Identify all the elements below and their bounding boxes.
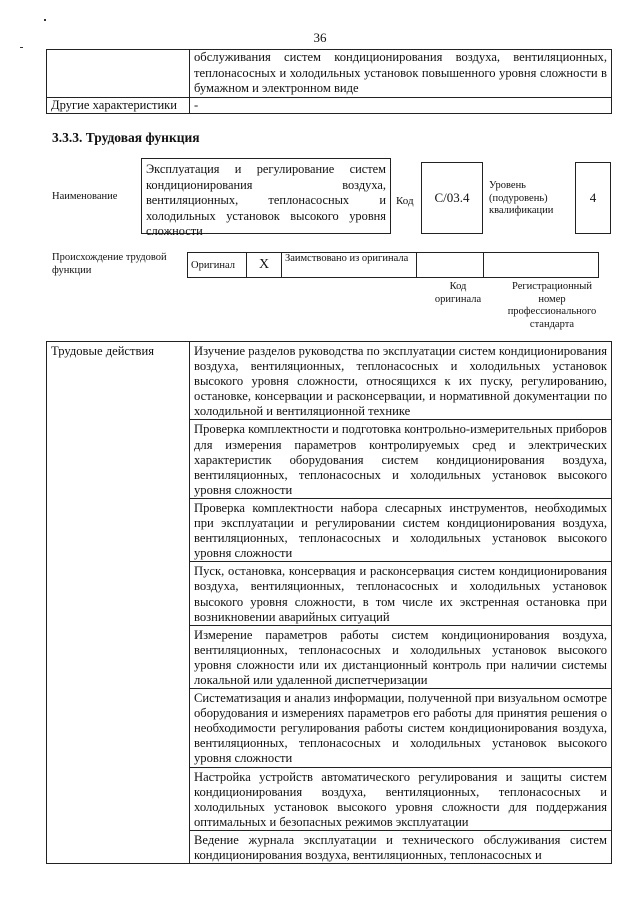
labor-action-item: Систематизация и анализ информации, полученной при визуальном осмотре оборудования и измерениях параметров его работы для принятия решения о необходимости регулирования работы систем кондиционирования воздуха, вентиляционных, теплонасосных и холодильных установок высокого уровня сложности bbox=[190, 689, 612, 767]
registration-number-cell bbox=[484, 253, 599, 278]
table-row bbox=[188, 253, 599, 278]
table-row bbox=[47, 50, 612, 98]
labor-action-item: Измерение параметров работы систем кондиционирования воздуха, вентиляционных, теплонасосных и холодильных установок высокого уровня сложности или их дистанционный контроль при наличии системы локальной или удаленной диспетчеризации bbox=[190, 625, 612, 688]
labor-action-item: Настройка устройств автоматического регулирования и защиты систем кондиционирования воздуха, вентиляционных, теплонасосных и холодильных установок высокого уровня сложности для поддержания оптимальных и безопасных режимов эксплуатации bbox=[190, 767, 612, 830]
scan-speck bbox=[44, 19, 46, 21]
function-name: Эксплуатация и регулирование систем кондиционирования воздуха, вентиляционных, теплонасосных и холодильных установок высокого уровня сложности bbox=[141, 158, 391, 234]
original-code-caption: Код оригинала bbox=[434, 281, 482, 305]
qualification-level: 4 bbox=[575, 162, 611, 234]
table-row bbox=[47, 97, 612, 114]
registration-number-caption: Регистрационный номер профессионального стандарта bbox=[507, 281, 597, 330]
origin-table bbox=[187, 252, 599, 278]
labor-action-item: Ведение журнала эксплуатации и технического обслуживания систем кондиционирования воздуха, вентиляционных, теплонасосных и bbox=[190, 830, 612, 863]
other-characteristics-label: Другие характеристики bbox=[47, 97, 190, 114]
continuation-text: обслуживания систем кондиционирования воздуха, вентиляционных, теплонасосных и холодильных установок повышенного уровня сложности в бумажном и электронном виде bbox=[190, 50, 612, 98]
section-title: 3.3.3. Трудовая функция bbox=[52, 130, 200, 145]
original-mark: X bbox=[247, 253, 282, 278]
labor-action-item: Изучение разделов руководства по эксплуатации систем кондиционирования воздуха, вентиляционных, теплонасосных и холодильных установок высокого уровня сложности, относящихся к их пуску, регулированию, остановке, консервации и расконсервации, и нормативной документации по холодильной и вентиляционной технике bbox=[190, 342, 612, 420]
continuation-table bbox=[46, 49, 612, 114]
labor-actions-table bbox=[46, 341, 612, 864]
other-characteristics-value: - bbox=[190, 97, 612, 114]
code-label: Код bbox=[396, 195, 414, 207]
borrowed-label: Заимствовано из оригинала bbox=[282, 253, 417, 278]
name-label: Наименование bbox=[52, 191, 118, 202]
original-code-cell bbox=[417, 253, 484, 278]
labor-actions-label: Трудовые действия bbox=[47, 342, 190, 864]
level-label: Уровень (подуровень) квалификации bbox=[489, 180, 554, 216]
page-number: 36 bbox=[313, 30, 327, 45]
labor-action-item: Проверка комплектности и подготовка контрольно-измерительных приборов для измерения параметров контролируемых сред и электрических характеристик оборудования систем кондиционирования воздуха, вентиляционных, теплонасосных и холодильных установок высокого уровня сложности bbox=[190, 420, 612, 498]
labor-action-item: Проверка комплектности набора слесарных инструментов, необходимых при эксплуатации и регулировании систем кондиционирования воздуха, вентиляционных, теплонасосных и холодильных установок высокого уровня сложности bbox=[190, 498, 612, 561]
original-label: Оригинал bbox=[188, 253, 247, 278]
table-row bbox=[47, 342, 612, 420]
function-code: C/03.4 bbox=[421, 162, 483, 234]
empty-cell bbox=[47, 50, 190, 98]
scan-speck bbox=[20, 47, 23, 48]
origin-label: Происхождение трудовой функции bbox=[52, 252, 167, 276]
labor-action-item: Пуск, остановка, консервация и расконсервация систем кондиционирования воздуха, вентиляционных, теплонасосных и холодильных установок высокого уровня сложности, в том числе их экстренная остановка при возникновении аварийных ситуаций bbox=[190, 562, 612, 625]
